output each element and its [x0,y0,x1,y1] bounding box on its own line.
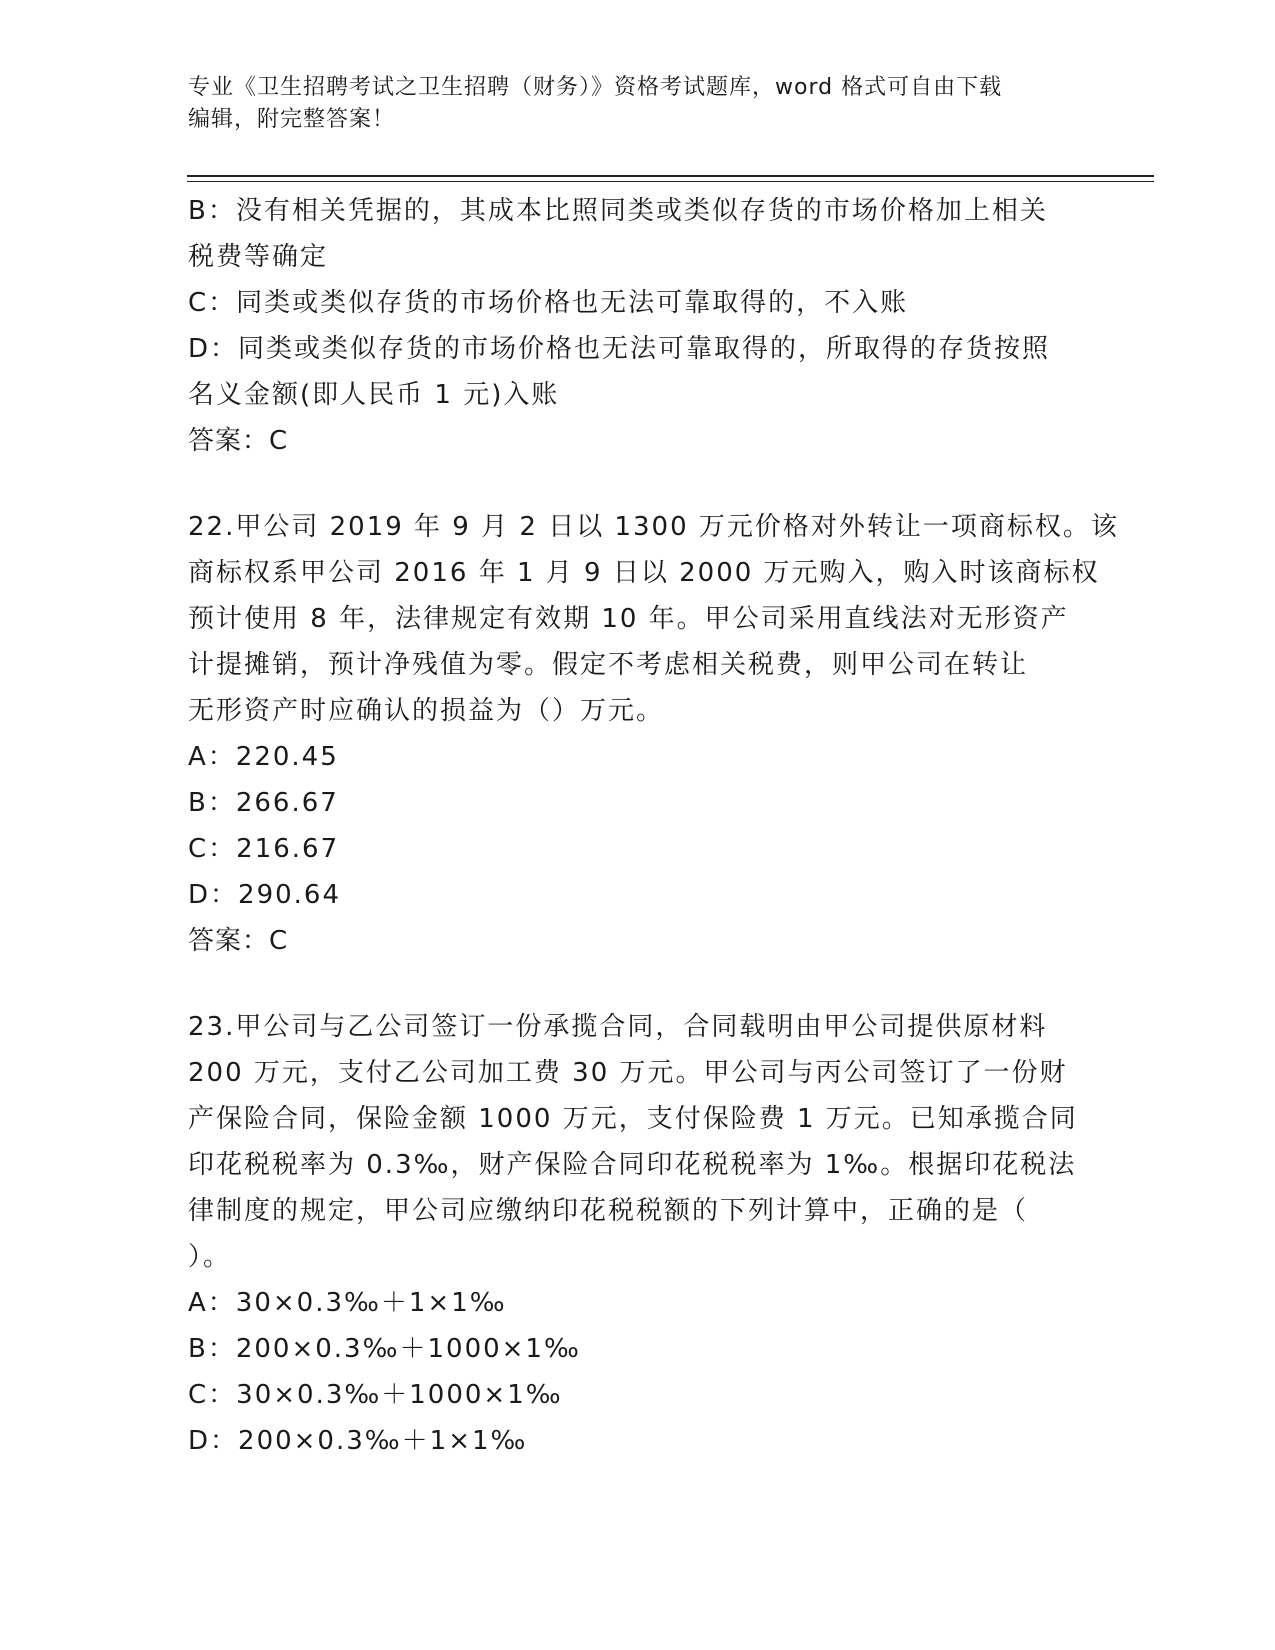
q23-stem-line-3: 产保险合同，保险金额 1000 万元，支付保险费 1 万元。已知承揽合同 [188,1104,1078,1134]
q22-option-a: A：220.45 [188,742,339,772]
q23-stem-line-1: 23.甲公司与乙公司签订一份承揽合同，合同载明由甲公司提供原材料 [188,1012,1048,1042]
q23-option-b: B：200×0.3‰＋1000×1‰ [188,1334,581,1364]
q21-option-b-line-2: 税费等确定 [188,242,329,272]
header-line-2: 编辑，附完整答案！ [188,107,396,132]
q23-option-d: D：200×0.3‰＋1×1‰ [188,1426,528,1456]
spacer [188,964,1088,1004]
q21-answer: 答案：C [188,426,289,456]
question-content [188,188,1119,1464]
q22-option-b: B：266.67 [188,788,339,818]
q22-option-d: D：290.64 [188,880,341,910]
q21-option-c: C：同类或类似存货的市场价格也无法可靠取得的，不入账 [188,288,909,318]
q23-stem-line-2: 200 万元，支付乙公司加工费 30 万元。甲公司与丙公司签订了一份财 [188,1058,1068,1088]
document-header [188,72,1088,136]
header-rule-thick [187,175,1154,177]
header-rule-thin [187,181,1154,182]
q22-answer: 答案：C [188,926,289,956]
q22-stem-line-2: 商标权系甲公司 2016 年 1 月 9 日以 2000 万元购入，购入时该商标权 [188,558,1100,588]
spacer [188,464,1088,504]
q21-option-b-line-1: B：没有相关凭据的，其成本比照同类或类似存货的市场价格加上相关 [188,196,1048,226]
q22-stem-line-5: 无形资产时应确认的损益为（）万元。 [188,696,665,726]
question-21 [188,188,1088,464]
q23-option-a: A：30×0.3‰＋1×1‰ [188,1288,507,1318]
q22-stem-line-3: 预计使用 8 年，法律规定有效期 10 年。甲公司采用直线法对无形资产 [188,604,1069,634]
q21-option-d-line-1: D：同类或类似存货的市场价格也无法可靠取得的，所取得的存货按照 [188,334,1051,364]
question-22 [188,504,1119,964]
q23-option-c: C：30×0.3‰＋1000×1‰ [188,1380,563,1410]
header-line-1: 专业《卫生招聘考试之卫生招聘（财务）》资格考试题库，word 格式可自由下载 [188,75,1003,100]
q22-option-c: C：216.67 [188,834,340,864]
q23-stem-line-6: ）。 [188,1242,232,1272]
q22-stem-line-4: 计提摊销，预计净残值为零。假定不考虑相关税费，则甲公司在转让 [188,650,1029,680]
q22-stem-line-1: 22.甲公司 2019 年 9 月 2 日以 1300 万元价格对外转让一项商标权。该 [188,512,1119,542]
question-23 [188,1004,1088,1464]
q23-stem-line-5: 律制度的规定，甲公司应缴纳印花税税额的下列计算中，正确的是（ [188,1196,1029,1226]
q23-stem-line-4: 印花税税率为 0.3‰，财产保险合同印花税税率为 1‰。根据印花税法 [188,1150,1077,1180]
q21-option-d-line-2: 名义金额(即人民币 1 元)入账 [188,380,560,410]
